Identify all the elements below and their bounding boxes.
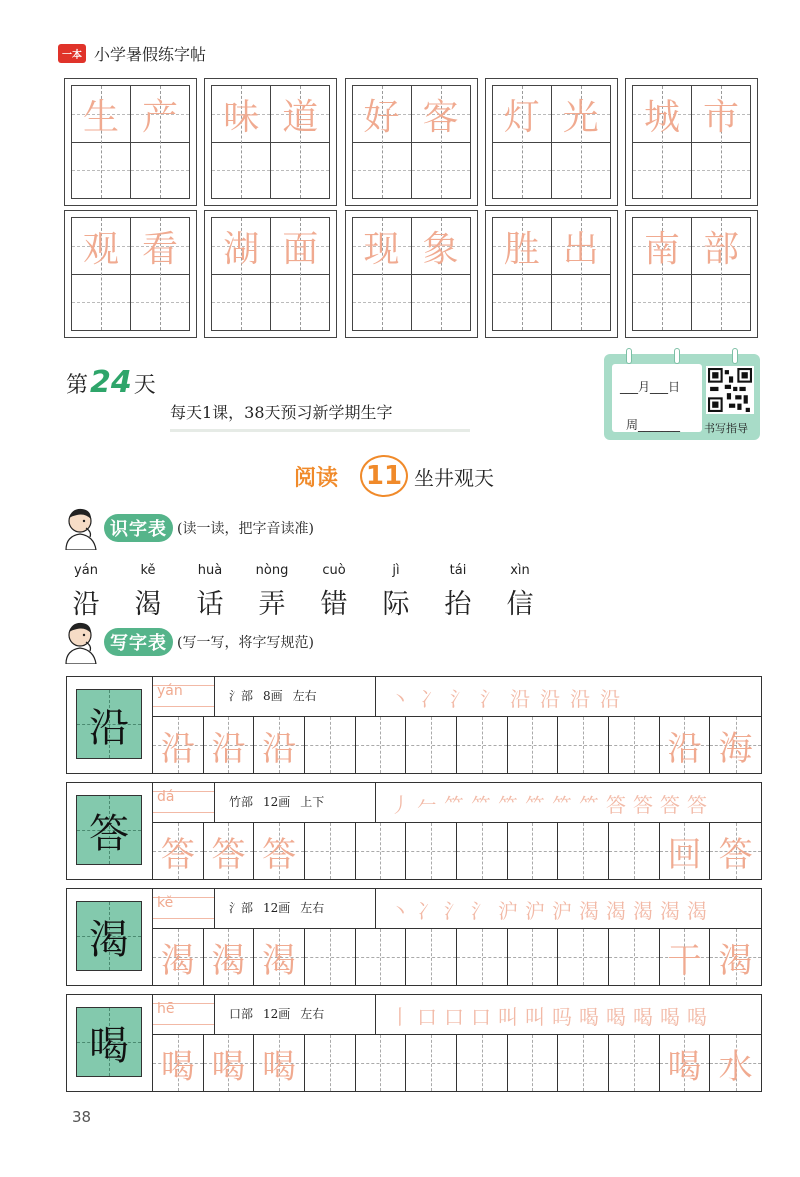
lesson-title: [294, 455, 494, 497]
guide-line: [431, 1035, 432, 1091]
model-char-grid: [76, 901, 142, 971]
char-row: [66, 582, 536, 618]
writing-cell[interactable]: [254, 929, 305, 985]
trace-char: 出: [562, 228, 599, 270]
trace-char: 渴: [718, 940, 753, 981]
stroke-step: 渴: [606, 899, 626, 923]
guide-line: [532, 1035, 533, 1091]
write-section-head: [60, 620, 314, 664]
practice-grid: [625, 210, 758, 338]
stroke-step: 喝: [579, 1005, 599, 1029]
stroke-step: 𠂉: [417, 793, 437, 817]
writing-cell[interactable]: [609, 717, 660, 773]
stroke-order: [375, 783, 761, 822]
trace-char: 渴: [211, 940, 246, 981]
guide-line: [380, 1035, 381, 1091]
book-title: 小学暑假练字帖: [94, 44, 207, 64]
stroke-step: ⺮: [552, 793, 572, 817]
pinyin-label: nòng: [255, 563, 289, 578]
trace-char: 南: [643, 228, 680, 270]
writing-cell[interactable]: [131, 85, 190, 199]
writing-cell[interactable]: [710, 1035, 761, 1091]
writing-cell[interactable]: [271, 217, 330, 331]
guide-line: [380, 717, 381, 773]
writing-cell[interactable]: [609, 929, 660, 985]
writing-cell[interactable]: [204, 929, 255, 985]
writing-cell[interactable]: [204, 1035, 255, 1091]
pinyin-label: huà: [197, 563, 223, 578]
trace-char: 渴: [262, 940, 297, 981]
writing-cell[interactable]: [508, 717, 559, 773]
qr-label: 书写指导: [704, 422, 748, 435]
student-icon: [60, 620, 102, 664]
stroke-step: 沿: [510, 687, 530, 711]
radical-label: 氵部: [229, 901, 254, 915]
stroke-step: 口: [444, 1005, 464, 1029]
guide-line: [583, 1035, 584, 1091]
practice-grid: [204, 78, 337, 206]
guide-line: [431, 823, 432, 879]
writing-cell[interactable]: [492, 85, 552, 199]
page-header: [58, 42, 206, 64]
trace-char: 灯: [503, 96, 540, 138]
stroke-step: 氵: [450, 687, 470, 711]
day-prefix: 第: [66, 373, 89, 398]
writing-cell[interactable]: [692, 85, 751, 199]
practice-grid: [345, 210, 478, 338]
guide-line: [330, 1035, 331, 1091]
writing-cell[interactable]: [558, 823, 609, 879]
write-row: [66, 782, 762, 880]
stroke-step: 沿: [570, 687, 590, 711]
trace-char: 城: [643, 96, 680, 138]
stroke-step: 沪: [552, 899, 572, 923]
writing-cell[interactable]: [552, 85, 611, 199]
practice-cells: [153, 823, 761, 879]
writing-cell[interactable]: [254, 823, 305, 879]
date-card: [604, 354, 760, 440]
model-char-grid: [76, 795, 142, 865]
writing-cell[interactable]: [492, 217, 552, 331]
trace-char: 客: [422, 96, 459, 138]
radical-label: 竹部: [229, 795, 254, 809]
trace-char: 胜: [503, 228, 540, 270]
stroke-step: ⺮: [579, 793, 599, 817]
trace-char: 喝: [667, 1046, 702, 1087]
writing-cell[interactable]: [660, 929, 711, 985]
structure-label: 上下: [300, 795, 325, 809]
pinyin-trace: yán: [157, 683, 183, 699]
practice-row: [64, 210, 758, 338]
writing-cell[interactable]: [508, 1035, 559, 1091]
model-char: 喝: [89, 1022, 129, 1069]
trace-char: 答: [211, 834, 246, 875]
date-field[interactable]: ___月___日: [620, 380, 681, 394]
writing-cell[interactable]: [457, 1035, 508, 1091]
stroke-step: 答: [687, 793, 707, 817]
stroke-step: 丶: [390, 899, 410, 923]
trace-char: 渴: [160, 940, 195, 981]
strokes-label: 12画: [263, 901, 291, 915]
trace-char: 水: [718, 1046, 753, 1087]
writing-cell[interactable]: [457, 717, 508, 773]
stroke-step: 氵: [471, 899, 491, 923]
pinyin-box[interactable]: [153, 677, 215, 716]
structure-label: 左右: [300, 901, 325, 915]
trace-char: 沿: [160, 728, 195, 769]
stroke-step: ⺮: [471, 793, 491, 817]
guide-line: [482, 823, 483, 879]
structure-label: 左右: [292, 689, 317, 703]
writing-cell[interactable]: [710, 823, 761, 879]
stroke-step: 叫: [498, 1005, 518, 1029]
ring-icon: [626, 348, 632, 364]
practice-cells: [153, 717, 761, 773]
writing-cell[interactable]: [153, 1035, 204, 1091]
trace-char: 好: [363, 96, 400, 138]
guide-line: [583, 823, 584, 879]
writing-cell[interactable]: [153, 823, 204, 879]
guide-line: [330, 823, 331, 879]
structure-label: 左右: [300, 1007, 325, 1021]
strokes-label: 12画: [263, 795, 291, 809]
writing-cell[interactable]: [457, 823, 508, 879]
writing-cell[interactable]: [552, 217, 611, 331]
model-char: 沿: [89, 704, 129, 751]
writing-cell[interactable]: [632, 217, 692, 331]
guide-line: [482, 929, 483, 985]
trace-char: 海: [718, 728, 753, 769]
read-note: (读一读，把字音读准): [177, 521, 314, 537]
daily-note: 每天1课，38天预习新学期生字: [170, 400, 470, 432]
stroke-step: 喝: [660, 1005, 680, 1029]
stroke-step: 口: [471, 1005, 491, 1029]
day-suffix: 天: [133, 373, 156, 398]
writing-cell[interactable]: [406, 823, 457, 879]
writing-cell[interactable]: [609, 1035, 660, 1091]
stroke-step: 喝: [606, 1005, 626, 1029]
guide-line: [634, 1035, 635, 1091]
stroke-step: 氵: [444, 899, 464, 923]
writing-cell[interactable]: [305, 717, 356, 773]
writing-cell[interactable]: [204, 823, 255, 879]
writing-cell[interactable]: [558, 717, 609, 773]
trace-char: 观: [82, 228, 119, 270]
char-info: [153, 889, 761, 929]
char-meta: [229, 793, 377, 810]
pinyin-label: xìn: [510, 563, 530, 578]
stroke-order: [375, 677, 761, 716]
writing-cell[interactable]: [609, 823, 660, 879]
stroke-step: 丶: [390, 687, 410, 711]
write-row: [66, 676, 762, 774]
trace-char: 面: [282, 228, 319, 270]
writing-cell[interactable]: [356, 717, 407, 773]
stroke-step: 冫: [417, 899, 437, 923]
stroke-step: 氵: [480, 687, 500, 711]
trace-char: 象: [422, 228, 459, 270]
trace-char: 沿: [262, 728, 297, 769]
read-tag: 识字表: [104, 514, 173, 542]
practice-cells: [153, 929, 761, 985]
pinyin-box[interactable]: [153, 995, 215, 1034]
model-char-box: [67, 677, 153, 773]
guide-line: [532, 823, 533, 879]
model-char: 答: [89, 810, 129, 857]
guide-line: [634, 823, 635, 879]
model-char-box: [67, 783, 153, 879]
guide-line: [380, 929, 381, 985]
stroke-step: 丨: [390, 1005, 410, 1029]
practice-grid: [345, 78, 478, 206]
strokes-label: 12画: [263, 1007, 291, 1021]
page-number: 38: [72, 1108, 92, 1126]
write-tag: 写字表: [104, 628, 173, 656]
writing-cell[interactable]: [71, 217, 131, 331]
guide-line: [532, 717, 533, 773]
stroke-step: 沿: [600, 687, 620, 711]
writing-cell[interactable]: [352, 85, 412, 199]
practice-grid: [485, 78, 618, 206]
qr-code[interactable]: [706, 366, 754, 414]
practice-cells: [153, 1035, 761, 1091]
pinyin-trace: dá: [157, 789, 175, 805]
trace-char: 产: [141, 96, 178, 138]
char-info: [153, 783, 761, 823]
trace-char: 喝: [211, 1046, 246, 1087]
stroke-step: 冫: [420, 687, 440, 711]
stroke-step: 沪: [498, 899, 518, 923]
read-section-head: [60, 506, 314, 550]
trace-char: 市: [702, 96, 739, 138]
trace-char: 现: [363, 228, 400, 270]
char-meta: [229, 687, 377, 704]
writing-cell[interactable]: [508, 823, 559, 879]
trace-char: 答: [160, 834, 195, 875]
stroke-step: 渴: [660, 899, 680, 923]
day-number: 24: [90, 365, 132, 400]
trace-char: 喝: [262, 1046, 297, 1087]
writing-cell[interactable]: [71, 85, 131, 199]
stroke-step: 口: [417, 1005, 437, 1029]
writing-cell[interactable]: [406, 1035, 457, 1091]
reading-char: 抬: [444, 589, 472, 620]
pinyin-row: [66, 563, 536, 583]
write-row: [66, 994, 762, 1092]
writing-cell[interactable]: [558, 929, 609, 985]
reading-char: 信: [506, 589, 534, 620]
guide-line: [330, 929, 331, 985]
stroke-step: 吗: [552, 1005, 572, 1029]
pinyin-box[interactable]: [153, 889, 215, 928]
stroke-step: 丿: [390, 793, 410, 817]
write-note: (写一写，将字写规范): [177, 635, 314, 651]
reading-char: 错: [320, 589, 348, 620]
stroke-step: ⺮: [498, 793, 518, 817]
writing-cell[interactable]: [305, 1035, 356, 1091]
practice-grid: [64, 210, 197, 338]
guide-line: [330, 717, 331, 773]
trace-char: 湖: [223, 228, 260, 270]
trace-char: 沿: [211, 728, 246, 769]
stroke-step: 喝: [633, 1005, 653, 1029]
stroke-step: 沿: [540, 687, 560, 711]
stroke-step: ⺮: [444, 793, 464, 817]
practice-grid: [64, 78, 197, 206]
writing-cell[interactable]: [211, 217, 271, 331]
reading-char: 际: [382, 589, 410, 620]
writing-cell[interactable]: [153, 717, 204, 773]
brand-badge: 一本: [58, 44, 86, 63]
pinyin-box[interactable]: [153, 783, 215, 822]
writing-cell[interactable]: [508, 929, 559, 985]
writing-cell[interactable]: [660, 717, 711, 773]
writing-cell[interactable]: [305, 929, 356, 985]
char-meta: [229, 1005, 377, 1022]
trace-char: 回: [667, 834, 702, 875]
writing-cell[interactable]: [204, 717, 255, 773]
char-meta: [229, 899, 377, 916]
writing-cell[interactable]: [305, 823, 356, 879]
guide-line: [532, 929, 533, 985]
guide-line: [583, 717, 584, 773]
writing-cell[interactable]: [412, 217, 471, 331]
lesson-name: 坐井观天: [414, 465, 495, 490]
write-row: [66, 888, 762, 986]
char-info: [153, 677, 761, 717]
writing-cell[interactable]: [558, 1035, 609, 1091]
trace-char: 沿: [667, 728, 702, 769]
writing-cell[interactable]: [412, 85, 471, 199]
writing-cell[interactable]: [271, 85, 330, 199]
radical-label: 口部: [229, 1007, 254, 1021]
writing-cell[interactable]: [254, 717, 305, 773]
writing-cell[interactable]: [660, 1035, 711, 1091]
guide-line: [634, 717, 635, 773]
writing-cell[interactable]: [632, 85, 692, 199]
trace-char: 生: [82, 96, 119, 138]
writing-cell[interactable]: [356, 1035, 407, 1091]
student-icon: [60, 506, 102, 550]
trace-char: 干: [667, 940, 702, 981]
stroke-step: 渴: [687, 899, 707, 923]
ring-icon: [674, 348, 680, 364]
model-char: 渴: [89, 916, 129, 963]
week-field[interactable]: 周_______: [626, 418, 681, 432]
stroke-step: 渴: [633, 899, 653, 923]
trace-char: 喝: [160, 1046, 195, 1087]
strokes-label: 8画: [263, 689, 283, 703]
qr-code-icon: [708, 368, 752, 412]
pinyin-label: cuò: [322, 563, 346, 578]
practice-grid: [485, 210, 618, 338]
model-char-grid: [76, 1007, 142, 1077]
pinyin-trace: hē: [157, 1001, 175, 1017]
trace-char: 味: [223, 96, 260, 138]
guide-line: [431, 929, 432, 985]
pinyin-label: tái: [449, 563, 467, 578]
reading-char: 渴: [134, 589, 162, 620]
stroke-step: 叫: [525, 1005, 545, 1029]
guide-line: [431, 717, 432, 773]
writing-cell[interactable]: [692, 217, 751, 331]
guide-line: [482, 717, 483, 773]
day-label: [66, 365, 156, 400]
trace-char: 道: [282, 96, 319, 138]
stroke-step: 渴: [579, 899, 599, 923]
trace-char: 答: [718, 834, 753, 875]
reading-char: 话: [196, 589, 224, 620]
stroke-step: ⺮: [525, 793, 545, 817]
trace-char: 答: [262, 834, 297, 875]
writing-cell[interactable]: [710, 717, 761, 773]
trace-char: 看: [141, 228, 178, 270]
model-char-box: [67, 889, 153, 985]
ring-icon: [732, 348, 738, 364]
stroke-order: [375, 889, 761, 928]
stroke-order: [375, 995, 761, 1034]
guide-line: [380, 823, 381, 879]
writing-cell[interactable]: [254, 1035, 305, 1091]
stroke-step: 沪: [525, 899, 545, 923]
writing-cell[interactable]: [131, 217, 190, 331]
writing-cell[interactable]: [352, 217, 412, 331]
lesson-kind: 阅读: [294, 465, 339, 491]
stroke-step: 答: [633, 793, 653, 817]
reading-char: 沿: [72, 589, 100, 620]
model-char-grid: [76, 689, 142, 759]
reading-char: 弄: [258, 589, 286, 620]
pinyin-label: yán: [74, 563, 98, 578]
writing-cell[interactable]: [356, 823, 407, 879]
guide-line: [634, 929, 635, 985]
guide-line: [583, 929, 584, 985]
practice-row: [64, 78, 758, 206]
practice-grid: [204, 210, 337, 338]
stroke-step: 答: [606, 793, 626, 817]
writing-cell[interactable]: [406, 717, 457, 773]
trace-char: 部: [702, 228, 739, 270]
writing-cell[interactable]: [153, 929, 204, 985]
char-info: [153, 995, 761, 1035]
pinyin-label: kě: [140, 563, 156, 578]
writing-cell[interactable]: [356, 929, 407, 985]
lesson-number: 11: [360, 455, 408, 497]
pinyin-trace: kě: [157, 895, 174, 911]
trace-char: 光: [562, 96, 599, 138]
writing-cell[interactable]: [660, 823, 711, 879]
writing-cell[interactable]: [710, 929, 761, 985]
pinyin-label: jì: [392, 563, 400, 578]
guide-line: [482, 1035, 483, 1091]
writing-cell[interactable]: [406, 929, 457, 985]
practice-grid: [625, 78, 758, 206]
stroke-step: 答: [660, 793, 680, 817]
model-char-box: [67, 995, 153, 1091]
writing-cell[interactable]: [211, 85, 271, 199]
date-fields: [612, 364, 702, 432]
writing-cell[interactable]: [457, 929, 508, 985]
radical-label: 氵部: [229, 689, 254, 703]
stroke-step: 喝: [687, 1005, 707, 1029]
